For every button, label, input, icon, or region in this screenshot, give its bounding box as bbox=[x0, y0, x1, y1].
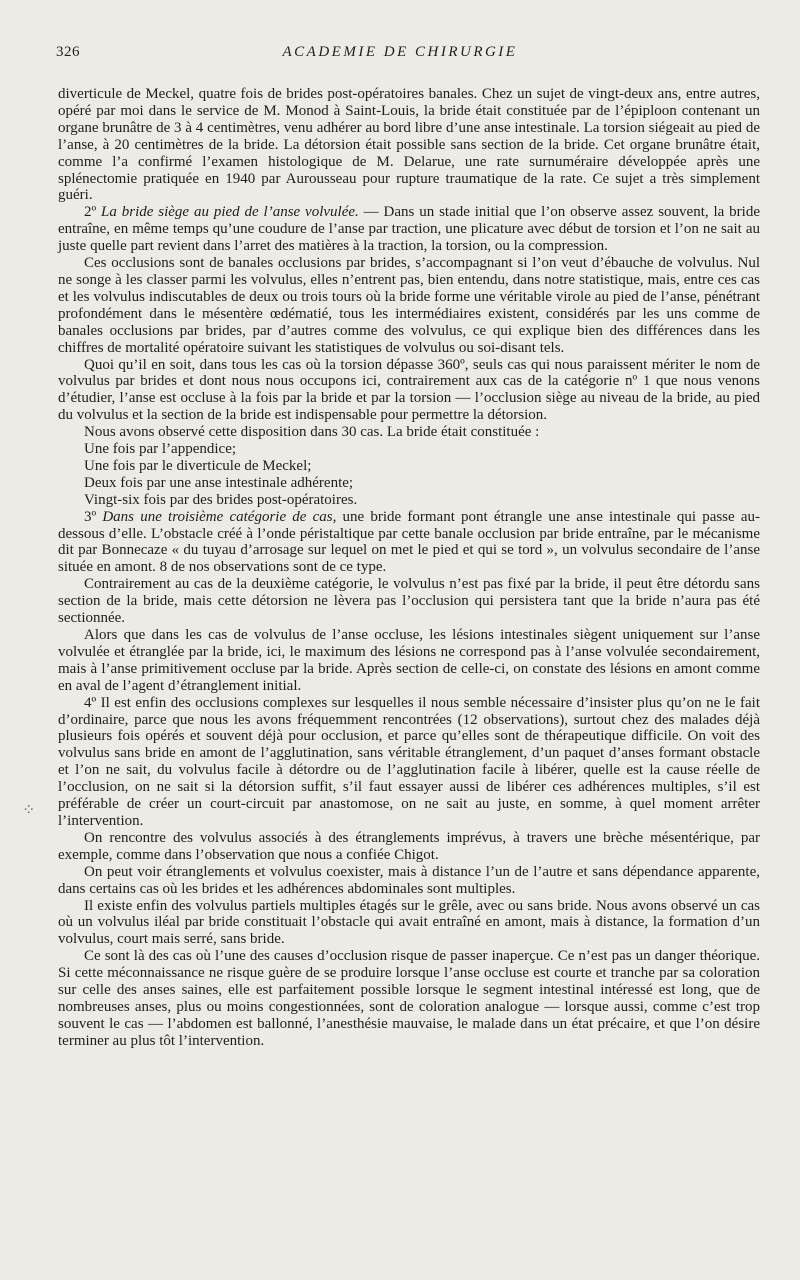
list-item: Une fois par l’appendice; bbox=[84, 441, 237, 458]
list-item: Deux fois par une anse intestinale adhérente; bbox=[84, 474, 354, 491]
paragraph-7: Contrairement au cas de la deuxième catégorie, le volvulus n’est pas fixé par la bride, il peut être détordu sans section de la bride, mais cette détorsion ne lèvera pas l’occlusion qui persistera tant que la bride n’aura pas été sectionnée. bbox=[58, 576, 760, 627]
margin-annotation-mark: ⁘ bbox=[22, 802, 36, 819]
paragraph-2 bbox=[58, 204, 760, 255]
paragraph-13: Ce sont là des cas où l’une des causes d’occlusion risque de passer inaperçue. Ce n’est pas un danger théorique. Si cette méconnaissance ne risque guère de se produire lorsque l’anse occluse est courte et tranche par sa coloration sur celle des anses saines, elle est parfaitement possible lorsque le segment intestinal intéressé est long, que de nombreuses anses, plus ou moins congestionnées, sont de coloration analogue — lorsque aussi, comme c’est trop souvent le cas — l’abdomen est ballonné, l’anesthésie mauvaise, le malade dans un état précaire, et que l’on désire terminer au plus tôt l’intervention. bbox=[58, 948, 760, 1049]
paragraph-6 bbox=[58, 509, 760, 577]
paragraph-2-text: — Dans un stade initial que l’on observe assez souvent, la bride entraîne, en même temps qu’une coudure de l’anse par traction, une plicature avec début de torsion et l’on ne sait au juste quelle part revient dans l’arret des matières à la traction, la torsion, ou la compression. bbox=[58, 204, 760, 255]
page-number: 326 bbox=[56, 44, 80, 60]
paragraph-8: Alors que dans les cas de volvulus de l’anse occluse, les lésions intestinales siègent uniquement sur l’anse volvulée et étranglée par la bride, ici, le maximum des lésions ne correspond pas à l’anse volvulée secondairement, mais à l’anse primitivement occluse par la bride. Après section de celle-ci, on constate des lésions en amont comme en aval de l’agent d’étranglement initial. bbox=[58, 627, 760, 694]
paragraph-9: 4º Il est enfin des occlusions complexes sur lesquelles il nous semble nécessaire d’insister plus qu’on ne le fait d’ordinaire, parce que nous les avons fréquemment rencontrées (12 observations), surtout chez des malades déjà plusieurs fois opérés et souvent déjà pour occlusion, et parce qu’elles sont de thérapeutique difficile. On voit des volvulus sans bride en amont de l’agglutination, sans véritable étranglement, d’un paquet d’anses formant obstacle et l’on ne sait, du volvulus facile à détordre ou de l’agglutination facile à libérer, quelle est la cause réelle de l’occlusion, on ne sait si la détorsion suffit, s’il faut essayer aussi de libérer ces adhérences multiples, s’il est préférable de créer un court-circuit par anastomose, on ne sait au juste, en somme, à quel moment arrêter l’intervention. bbox=[58, 694, 760, 829]
paragraph-4: Quoi qu’il en soit, dans tous les cas où la torsion dépasse 360º, seuls cas qui nous paraissent mériter le nom de volvulus par brides et dont nous nous occupons ici, contrairement aux cas de la catégorie nº 1 que nous venons d’étudier, l’anse est occluse à la fois par la bride et par la torsion — l’occlusion siège au niveau de la bride, au pied du volvulus et la section de la bride est indispensable pour permettre la détorsion. bbox=[58, 356, 760, 424]
paragraph-3: Ces occlusions sont de banales occlusions par brides, s’accompagnant si l’on veut d’ébauche de volvulus. Nul ne songe à les classer parmi les volvulus, elles n’entrent pas, bien entendu, dans notre statistique, mais, entre ces cas et les volvulus indiscutables de deux ou trois tours où la bride forme une véritable virole au pied de l’anse, pénétrant profondément dans le mésentère œdématié, tous les intermédiaires existent, considérés par les uns comme de banales occlusions par brides, par d’autres comme des volvulus, ce qui explique bien des différences dans les chiffres de mortalité opératoire suivant les statistiques de volvulus ou soi-disant tels. bbox=[58, 255, 760, 356]
page-header bbox=[56, 44, 744, 68]
list-item: Vingt-six fois par des brides post-opératoires. bbox=[84, 491, 358, 508]
section-heading-3: Dans une troisième catégorie de cas, bbox=[102, 508, 337, 525]
paragraph-10: On rencontre des volvulus associés à des étranglements imprévus, à travers une brèche mésentérique, par exemple, comme dans l’observation que nous a confiée Chigot. bbox=[58, 829, 760, 863]
paragraph-1: diverticule de Meckel, quatre fois de brides post-opératoires banales. Chez un sujet de vingt-deux ans, entre autres, opéré par moi dans le service de M. Monod à Saint-Louis, la bride était constituée par de l’épiploon contenant un organe brunâtre de 3 à 4 centimètres, venu adhérer au bord libre d’une anse intestinale. La torsion siégeait au pied de l’anse, à 20 centimètres de la bride. La détorsion était possible sans section de la bride. Cet organe brunâtre était, comme l’a confirmé l’examen histologique de M. Delarue, une rate surnuméraire développée après une splénectomie pratiquée en 1940 par Aurousseau pour rupture traumatique de la rate. Ce sujet a très simplement guéri. bbox=[58, 86, 760, 204]
paragraph-12: Il existe enfin des volvulus partiels multiples étagés sur le grêle, avec ou sans bride. Nous avons observé un cas où un volvulus iléal par bride constituait l’obstacle qui avait entraîné en amont, mais à distance, la formation d’un volvulus, court mais serré, sans bride. bbox=[58, 897, 760, 948]
body-text bbox=[58, 86, 760, 1050]
paragraph-6-text: une bride formant pont étrangle une anse intestinale qui passe au-dessous d’elle. L’obstacle créé à l’onde péristaltique par cette banale occlusion par bride entraîne, par le mécanisme dit par Bonnecaze « du tuyau d’arrosage sur lequel on met le pied et qui se tord », un volvulus secondaire de l’anse située en amont. 8 de nos observations sont de ce type. bbox=[58, 508, 761, 576]
section-heading-2: La bride siège au pied de l’anse volvulée. bbox=[101, 204, 359, 221]
paragraph-11: On peut voir étranglements et volvulus coexister, mais à distance l’un de l’autre et sans dépendance apparente, dans certains cas où les brides et les adhérences abdominales sont multiples. bbox=[58, 863, 760, 897]
section-number-2: 2º bbox=[84, 204, 97, 221]
section-number-3: 3º bbox=[84, 508, 97, 525]
list-item: Une fois par le diverticule de Meckel; bbox=[84, 457, 312, 474]
paragraph-5: Nous avons observé cette disposition dans 30 cas. La bride était constituée : bbox=[84, 424, 540, 441]
running-title: ACADEMIE DE CHIRURGIE bbox=[282, 44, 518, 60]
